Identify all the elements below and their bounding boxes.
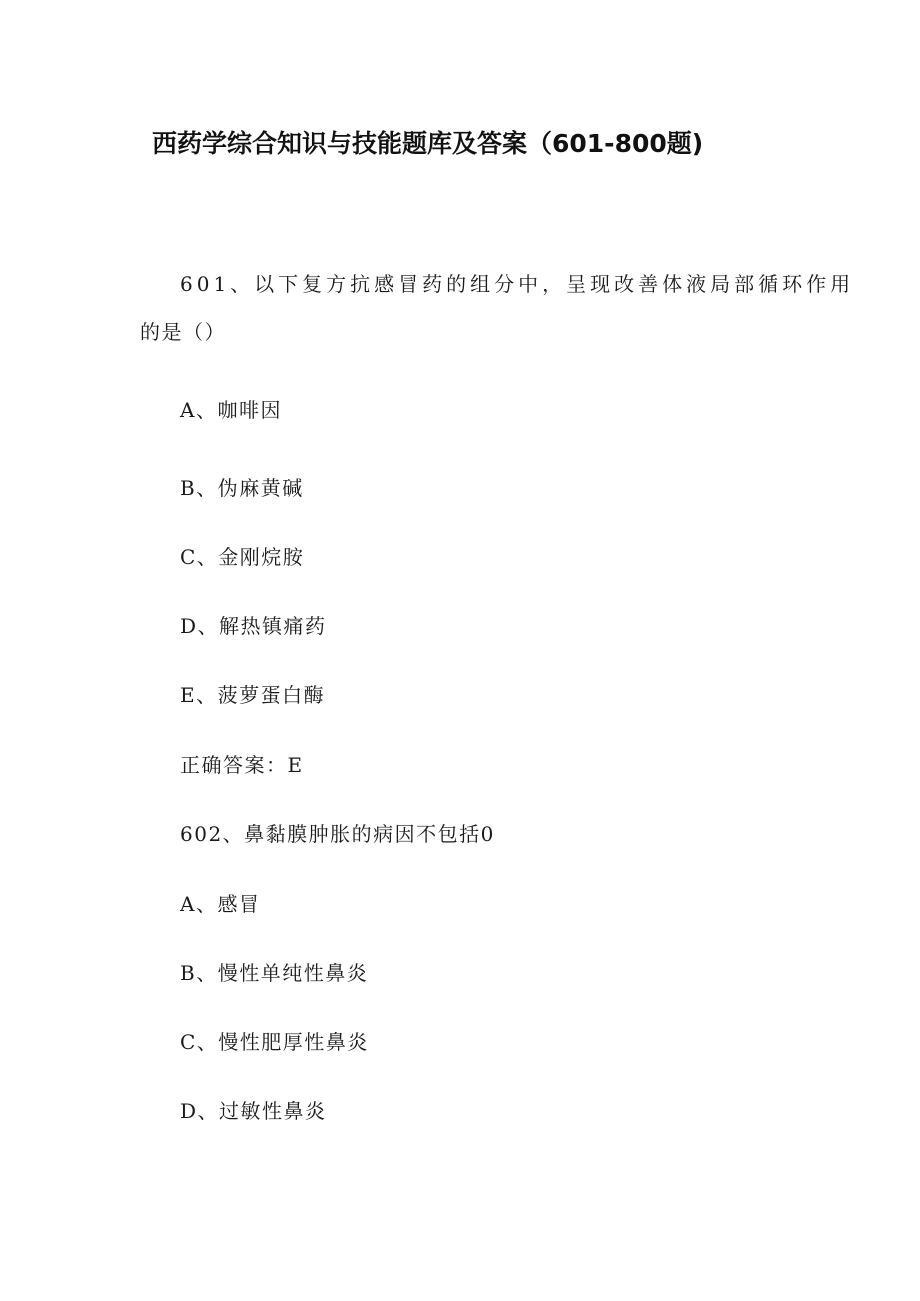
question-601-stem-line1: 601、以下复方抗感冒药的组分中，呈现改善体液局部循环作用	[180, 272, 855, 296]
question-601-option-c: C、金刚烷胺	[180, 545, 305, 569]
question-602-stem-line1: 602、鼻黏膜肿胀的病因不包括0	[180, 822, 495, 846]
question-602-option-b: B、慢性单纯性鼻炎	[180, 961, 369, 985]
question-601-option-d: D、解热镇痛药	[180, 614, 327, 638]
question-601-option-e: E、菠萝蛋白酶	[180, 683, 326, 707]
question-601-option-b: B、伪麻黄碱	[180, 476, 304, 500]
question-601-stem-line2: 的是（）	[140, 320, 226, 344]
question-602-option-a: A、感冒	[180, 892, 261, 916]
document-title: 西药学综合知识与技能题库及答案（601-800题)	[152, 129, 704, 158]
question-601-answer: 正确答案：E	[180, 753, 304, 777]
question-602-option-d: D、过敏性鼻炎	[180, 1099, 327, 1123]
question-602-option-c: C、慢性肥厚性鼻炎	[180, 1030, 369, 1054]
question-601-option-a: A、咖啡因	[180, 398, 282, 422]
